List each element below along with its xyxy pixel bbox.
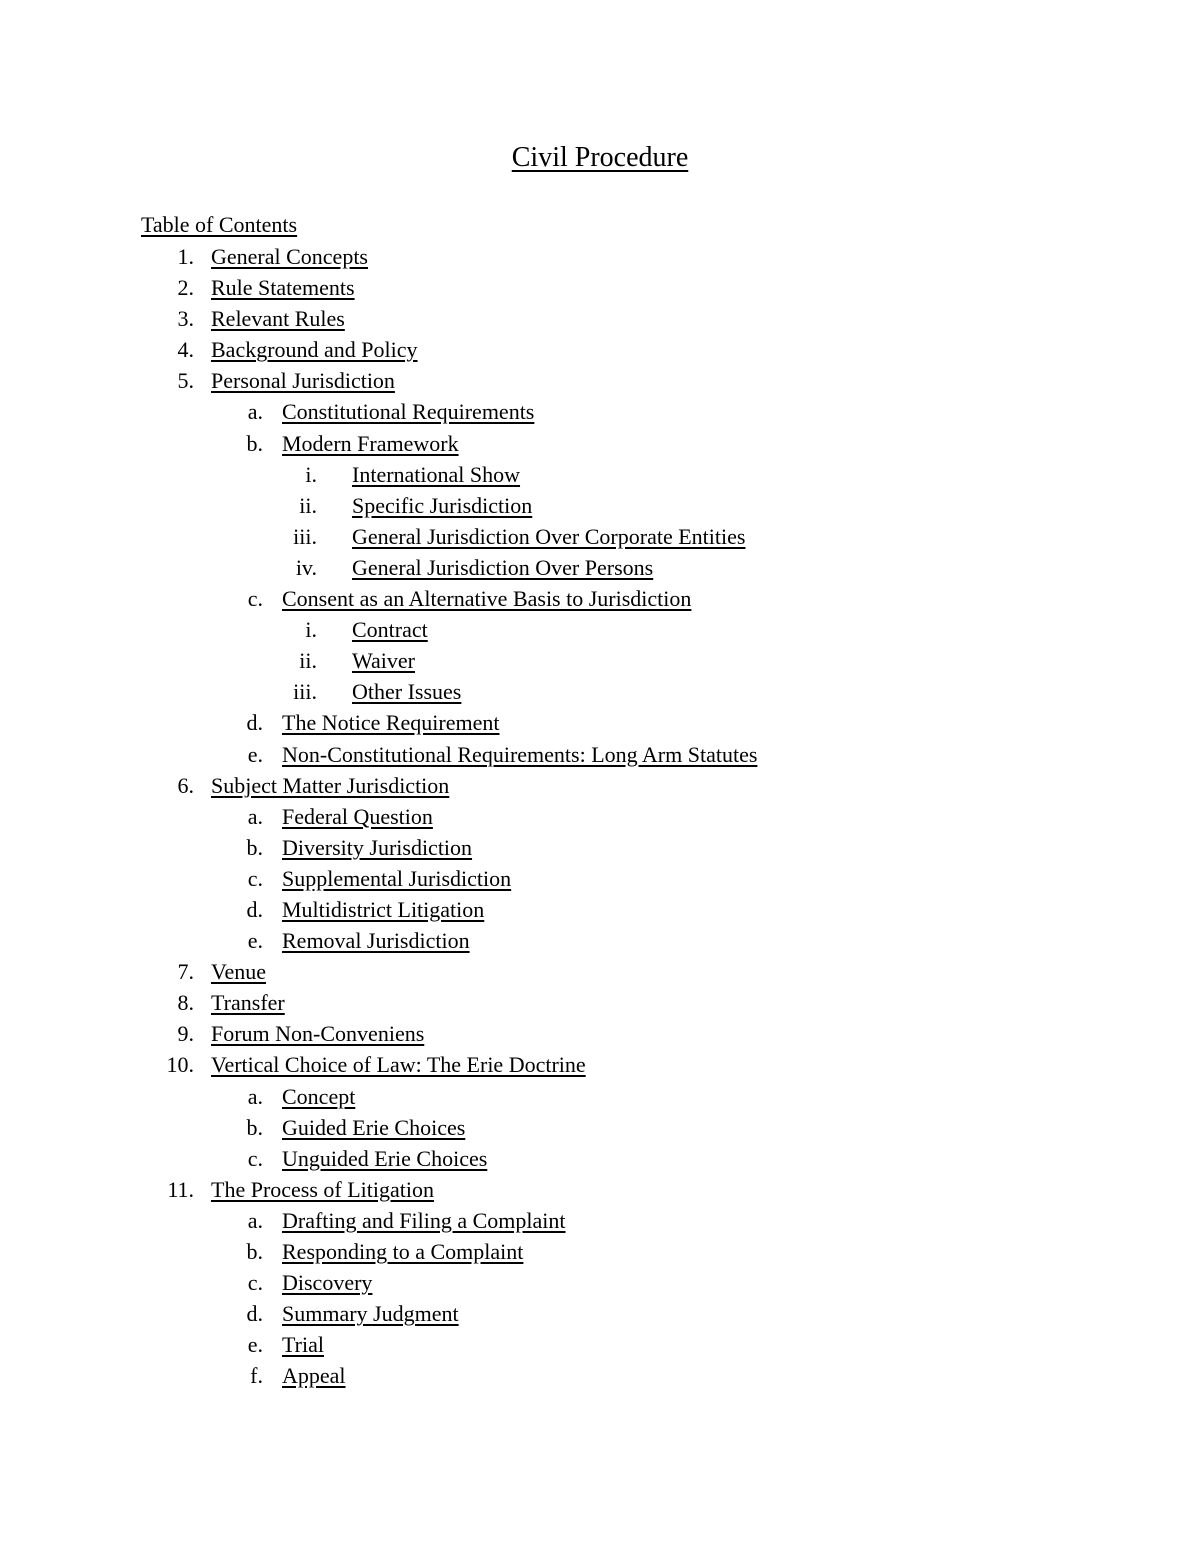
- toc-link[interactable]: Venue: [211, 959, 266, 985]
- toc-item-marker: c.: [247, 586, 263, 612]
- toc-link[interactable]: Subject Matter Jurisdiction: [211, 772, 450, 798]
- toc-link[interactable]: International Show: [352, 461, 521, 487]
- toc-link[interactable]: Trial: [282, 1332, 324, 1358]
- toc-link[interactable]: Forum Non-Conveniens: [211, 1021, 425, 1047]
- toc-item-marker: a.: [247, 399, 263, 425]
- toc-link[interactable]: Removal Jurisdiction: [282, 928, 470, 954]
- toc-item-marker: d.: [246, 896, 263, 922]
- toc-item-marker: c.: [247, 1270, 263, 1296]
- toc-link[interactable]: Appeal: [282, 1363, 346, 1389]
- toc-item-marker: e.: [247, 1332, 263, 1358]
- toc-item: [0, 770, 1200, 801]
- toc-link[interactable]: Specific Jurisdiction: [352, 492, 533, 518]
- toc-link[interactable]: General Jurisdiction Over Persons: [352, 554, 654, 580]
- toc-link[interactable]: Federal Question: [282, 803, 433, 829]
- toc-item-marker: 8.: [177, 990, 194, 1016]
- toc-item-marker: 6.: [177, 772, 194, 798]
- toc-item-marker: i.: [305, 461, 317, 487]
- toc-item: [0, 1267, 1200, 1298]
- toc-link[interactable]: Drafting and Filing a Complaint: [282, 1207, 566, 1233]
- toc-item: [0, 583, 1200, 614]
- toc-item: [0, 1298, 1200, 1329]
- toc-item: [0, 707, 1200, 738]
- toc-link[interactable]: Background and Policy: [211, 337, 418, 363]
- toc-item-marker: c.: [247, 865, 263, 891]
- toc-item-marker: 5.: [177, 368, 194, 394]
- toc-item: [0, 490, 1200, 521]
- toc-link[interactable]: Responding to a Complaint: [282, 1239, 524, 1264]
- toc-item: [0, 552, 1200, 583]
- toc-item: [0, 1205, 1200, 1236]
- toc-item: [0, 801, 1200, 832]
- toc-item-marker: 10.: [166, 1052, 194, 1078]
- toc-item-marker: 7.: [177, 959, 194, 985]
- toc-link[interactable]: Vertical Choice of Law: The Erie Doctrine: [211, 1052, 586, 1078]
- toc-link[interactable]: Relevant Rules: [211, 306, 345, 332]
- toc-item: [0, 614, 1200, 645]
- toc-item-marker: 4.: [177, 337, 194, 363]
- toc-item: [0, 428, 1200, 459]
- toc-item: [0, 365, 1200, 396]
- toc-item-marker: 11.: [167, 1176, 194, 1202]
- toc-item-marker: 2.: [177, 275, 194, 301]
- toc-item: [0, 303, 1200, 334]
- toc-item: [0, 987, 1200, 1018]
- toc-item: [0, 863, 1200, 894]
- toc-heading[interactable]: Table of Contents: [141, 212, 298, 237]
- toc-item: [0, 676, 1200, 707]
- toc-link[interactable]: Other Issues: [352, 679, 462, 705]
- toc-link[interactable]: Supplemental Jurisdiction: [282, 865, 512, 891]
- toc-item: [0, 1329, 1200, 1360]
- toc-item: [0, 1360, 1200, 1391]
- toc-link[interactable]: Transfer: [211, 990, 285, 1016]
- toc-item-marker: d.: [246, 710, 263, 736]
- toc-item: [0, 1143, 1200, 1174]
- toc-link[interactable]: Summary Judgment: [282, 1301, 459, 1327]
- toc-item-marker: b.: [246, 834, 263, 860]
- toc-item: [0, 1236, 1200, 1267]
- toc-item-marker: 3.: [177, 306, 194, 332]
- toc-item: [0, 334, 1200, 365]
- table-of-contents: [0, 241, 1200, 1391]
- toc-link[interactable]: Non-Constitutional Requirements: Long Arm Statutes: [282, 741, 758, 767]
- toc-item-marker: 9.: [177, 1021, 194, 1047]
- toc-link[interactable]: Guided Erie Choices: [282, 1114, 466, 1140]
- toc-link[interactable]: Unguided Erie Choices: [282, 1145, 488, 1171]
- toc-link[interactable]: General Concepts: [211, 244, 368, 269]
- toc-link[interactable]: Contract: [352, 617, 428, 643]
- toc-link[interactable]: Consent as an Alternative Basis to Jurisdiction: [282, 586, 692, 612]
- toc-item: [0, 1049, 1200, 1080]
- toc-item-marker: ii.: [299, 648, 317, 674]
- toc-item-marker: b.: [246, 1239, 263, 1264]
- toc-item: [0, 1018, 1200, 1049]
- toc-link[interactable]: Concept: [282, 1083, 356, 1109]
- toc-item: [0, 459, 1200, 490]
- toc-item-marker: i.: [305, 617, 317, 643]
- toc-link[interactable]: Personal Jurisdiction: [211, 368, 395, 394]
- toc-item: [0, 521, 1200, 552]
- toc-item-marker: d.: [246, 1301, 263, 1327]
- toc-item-marker: f.: [250, 1363, 263, 1389]
- toc-item: [0, 396, 1200, 427]
- toc-link[interactable]: Multidistrict Litigation: [282, 896, 485, 922]
- document-title: [0, 139, 1200, 177]
- toc-item: [0, 272, 1200, 303]
- toc-link[interactable]: Waiver: [352, 648, 415, 674]
- toc-item: [0, 925, 1200, 956]
- toc-item: [0, 1081, 1200, 1112]
- toc-item-marker: e.: [247, 741, 263, 767]
- toc-item: [0, 832, 1200, 863]
- toc-item-marker: b.: [246, 430, 263, 456]
- toc-link[interactable]: General Jurisdiction Over Corporate Entities: [352, 523, 746, 549]
- toc-item-marker: iii.: [293, 679, 317, 705]
- toc-item-marker: a.: [247, 803, 263, 829]
- toc-item-marker: a.: [247, 1083, 263, 1109]
- toc-item: [0, 1174, 1200, 1205]
- toc-item-marker: ii.: [299, 492, 317, 518]
- toc-item: [0, 739, 1200, 770]
- toc-item-marker: iv.: [295, 554, 317, 580]
- toc-link[interactable]: The Notice Requirement: [282, 710, 500, 736]
- toc-item: [0, 1112, 1200, 1143]
- toc-item: [0, 241, 1200, 272]
- toc-item: [0, 894, 1200, 925]
- toc-item-marker: 1.: [177, 244, 194, 269]
- toc-link[interactable]: The Process of Litigation: [211, 1176, 435, 1202]
- toc-link[interactable]: Discovery: [282, 1270, 373, 1296]
- toc-item-marker: e.: [247, 928, 263, 954]
- toc-link[interactable]: Constitutional Requirements: [282, 399, 535, 425]
- toc-link[interactable]: Rule Statements: [211, 275, 355, 301]
- document-title-text: Civil Procedure: [511, 142, 689, 173]
- toc-item: [0, 645, 1200, 676]
- toc-item-marker: iii.: [293, 523, 317, 549]
- toc-item-marker: c.: [247, 1145, 263, 1171]
- toc-link[interactable]: Modern Framework: [282, 430, 459, 456]
- toc-item: [0, 956, 1200, 987]
- toc-item-marker: b.: [246, 1114, 263, 1140]
- toc-link[interactable]: Diversity Jurisdiction: [282, 834, 473, 860]
- toc-item-marker: a.: [247, 1207, 263, 1233]
